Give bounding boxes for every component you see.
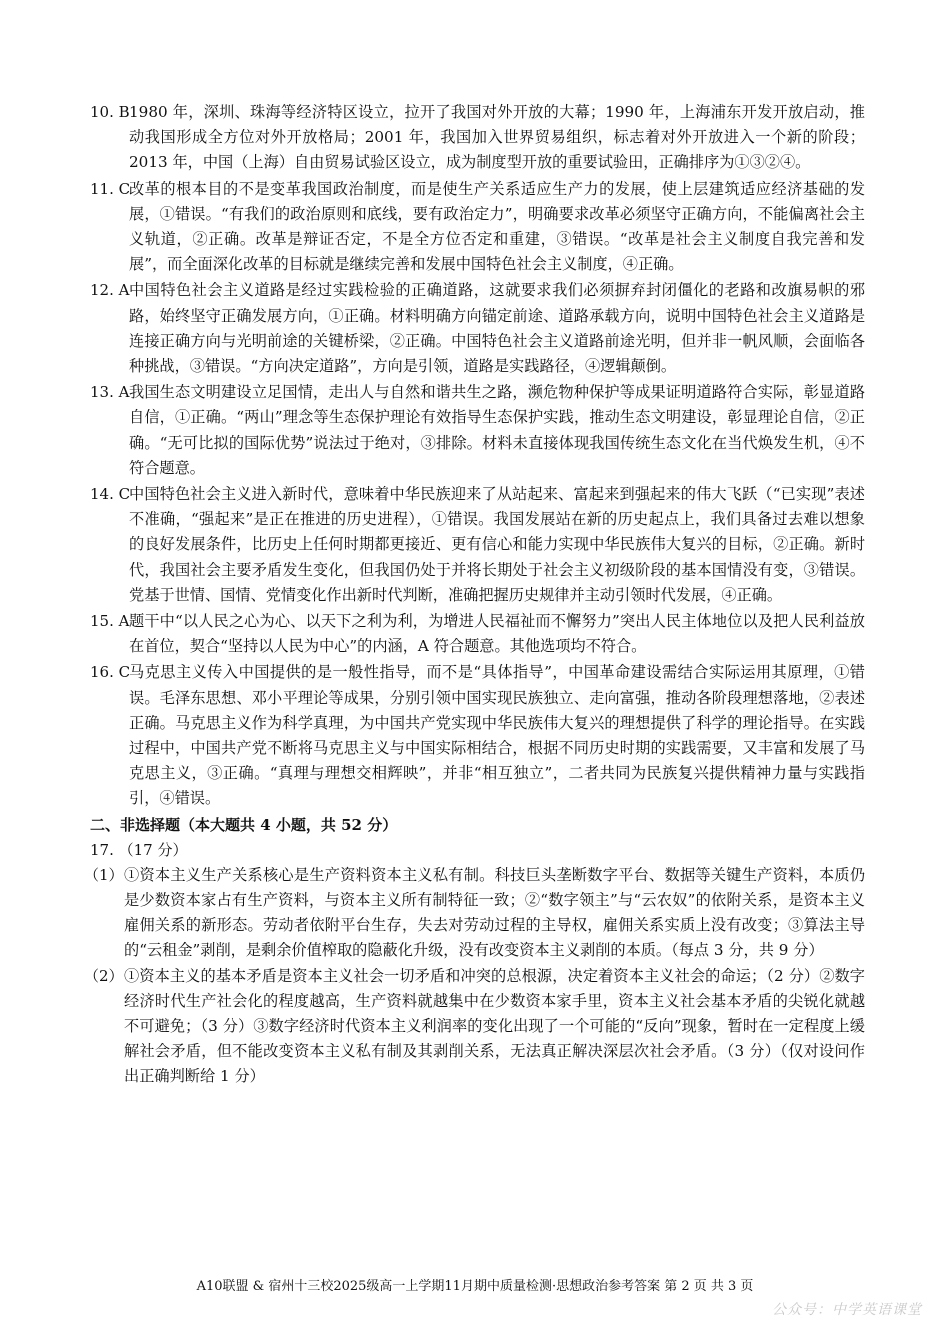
answer-item — [90, 660, 865, 811]
answer-item — [90, 482, 865, 608]
answer-number: 14. C — [90, 485, 131, 504]
answer-number: 11. C — [90, 179, 131, 198]
sub-answer — [84, 964, 865, 1090]
answer-explanation: 题干中“以人民之心为心、以天下之利为利，为增进人民福祉而不懈努力”突出人民主体地位以及把人民利益放在首位，契合“坚持以人民为中心”的内涵，A 符合题意。其他选项均不符合。 — [129, 612, 865, 656]
answer-item — [90, 278, 865, 379]
answer-number: 10. B — [90, 103, 130, 121]
answer-explanation: 1980 年，深圳、珠海等经济特区设立，拉开了我国对外开放的大幕；1990 年，上海浦东开发开放启动，推动我国形成全方位对外开放格局；2001 年，我国加入世界贸易组织，标志着对外开放进入一个新的阶段；2013 年，中国（上海）自由贸易试验区设立，成为制度型开放的重要试验田，正确排序为①③②④。 — [129, 103, 865, 172]
answer-explanation: 我国生态文明建设立足国情，走出人与自然和谐共生之路，濒危物种保护等成果证明道路符合实际，彰显道路自信，①正确。“两山”理念等生态保护理论有效指导生态保护实践，推动生态文明建设，彰显理论自信，②正确。“无可比拟的国际优势”说法过于绝对，③排除。材料未直接体现我国传统生态文化在当代焕发生机，④不符合题意。 — [129, 383, 865, 477]
sub-answer — [84, 863, 865, 964]
answer-list — [84, 100, 865, 1090]
answer-explanation: 中国特色社会主义进入新时代，意味着中华民族迎来了从站起来、富起来到强起来的伟大飞跃（“已实现”表述不准确，“强起来”是正在推进的历史进程），①错误。我国发展站在新的历史起点上，我们具备过去难以想象的良好发展条件，比历史上任何时期都更接近、更有信心和能力实现中华民族伟大复兴的目标，②正确。新时代，我国社会主要矛盾发生变化，但我国仍处于并将长期处于社会主义初级阶段的基本国情没有变，③错误。党基于世情、国情、党情变化作出新时代判断，准确把握历史规律并主动引领时代发展，④正确。 — [129, 485, 865, 604]
answer-number: 15. A — [90, 612, 130, 631]
answer-explanation: 马克思主义传入中国提供的是一般性指导，而不是“具体指导”，中国革命建设需结合实际运用其原理，①错误。毛泽东思想、邓小平理论等成果，分别引领中国实现民族独立、走向富强，推动各阶段理想落地，②表述正确。马克思主义作为科学真理，为中国共产党实现中华民族伟大复兴的理想提供了科学的理论指导。在实践过程中，中国共产党不断将马克思主义与中国实际相结合，根据不同历史时期的实践需要，又丰富和发展了马克思主义，③正确。“真理与理想交相辉映”，并非“相互独立”，二者共同为民族复兴提供精神力量与实践指引，④错误。 — [129, 663, 865, 808]
answer-number: 12. A — [90, 281, 130, 300]
answer-item — [90, 380, 865, 481]
question-header: 17. （17 分） — [90, 840, 188, 859]
watermark: 公众号：中学英语课堂 — [772, 1302, 922, 1318]
answer-explanation: 改革的根本目的不是变革我国政治制度，而是使生产关系适应生产力的发展，使上层建筑适应经济基础的发展，①错误。“有我们的政治原则和底线，要有政治定力”，明确要求改革必须坚守正确方向，不能偏离社会主义轨道，②正确。改革是辩证否定，不是全方位否定和重建，③错误。“改革是社会主义制度自我完善和发展”，而全面深化改革的目标就是继续完善和发展中国特色社会主义制度，④正确。 — [129, 179, 865, 274]
sub-answer-text: ①资本主义的基本矛盾是资本主义社会一切矛盾和冲突的总根源，决定着资本主义社会的命运；（2 分）②数字经济时代生产社会化的程度越高，生产资料就越集中在少数资本家手里，资本主义社会基本矛盾的尖锐化就越不可避免；（3 分）③数字经济时代资本主义利润率的变化出现了一个可能的“反向”现象，暂时在一定程度上缓解社会矛盾，但不能改变资本主义私有制及其剥削关系，无法真正解决深层次社会矛盾。（3 分）（仅对设问作出正确判断给 1 分） — [124, 966, 865, 1086]
answer-number: 16. C — [90, 663, 131, 682]
answer-item — [90, 177, 865, 278]
sub-answer-number: （2） — [84, 966, 124, 985]
answer-item — [90, 100, 865, 176]
answer-item — [90, 609, 865, 659]
page-footer: A10联盟 & 宿州十三校2025级高一上学期11月期中质量检测·思想政治参考答案 第 2 页 共 3 页 — [196, 1279, 754, 1294]
answer-number: 13. A — [90, 383, 130, 402]
sub-answer-text: ①资本主义生产关系核心是生产资料资本主义私有制。科技巨头垄断数字平台、数据等关键生产资料，本质仍是少数资本家占有生产资料，与资本主义所有制特征一致；②“数字领主”与“云农奴”的依附关系，是资本主义雇佣关系的新形态。劳动者依附平台生存，失去对劳动过程的主导权，雇佣关系实质上没有改变；③算法主导的“云租金”剥削，是剩余价值榨取的隐蔽化升级，没有改变资本主义剥削的本质。（每点 3 分，共 9 分） — [124, 865, 865, 960]
sub-answer-number: （1） — [84, 865, 124, 884]
section-title: 二、非选择题（本大题共 4 小题，共 52 分） — [90, 815, 398, 834]
answer-explanation: 中国特色社会主义道路是经过实践检验的正确道路，这就要求我们必须摒弃封闭僵化的老路和改旗易帜的邪路，始终坚守正确发展方向，①正确。材料明确方向锚定前途、道路承载方向，说明中国特色社会主义道路是连接正确方向与光明前途的关键桥梁，②正确。中国特色社会主义道路前途光明，但并非一帆风顺，会面临各种挑战，③错误。“方向决定道路”，方向是引领，道路是实践路径，④逻辑颠倒。 — [129, 281, 865, 376]
